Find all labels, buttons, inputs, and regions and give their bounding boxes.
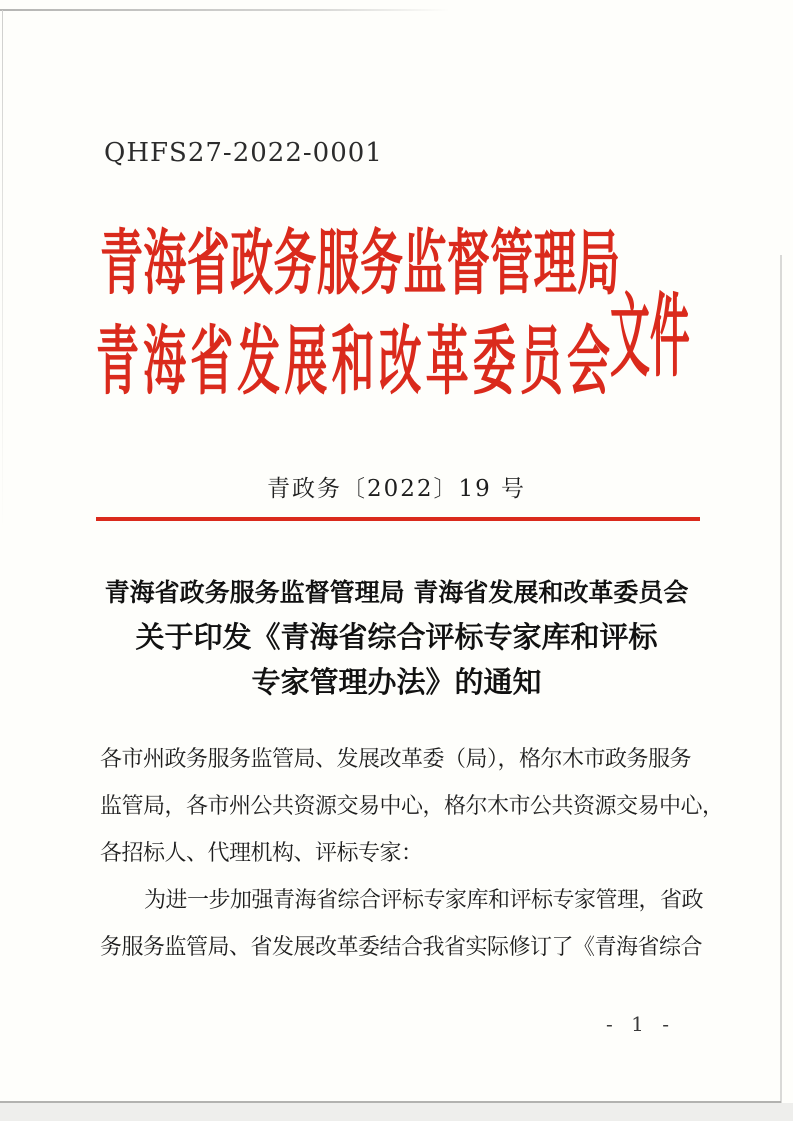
scan-edge-left-line (2, 10, 3, 530)
agency-name-line-2: 青 海 省 发 展 和 改 革 委 员 会 (96, 318, 610, 407)
document-title (0, 570, 793, 705)
document-type-label: 文件 (610, 283, 690, 389)
title-line-1: 青海省政务服务监督管理局 青海省发展和改革委员会 (104, 578, 689, 607)
page-number: - 1 - (606, 1012, 671, 1036)
document-code: QHFS27-2022-0001 (104, 138, 383, 168)
scan-edge-top-line (0, 9, 450, 11)
title-line-3: 专家管理办法》的通知 (251, 665, 542, 699)
paragraph-line-1: 为进一步加强青海省综合评标专家库和评标专家管理，省政 (144, 888, 704, 913)
red-divider-line (96, 517, 700, 521)
addressee-line-3: 各招标人、代理机构、评标专家： (100, 841, 423, 866)
addressee-line-1: 各市州政务服务监管局、发展改革委（局），格尔木市政务服务 (100, 747, 692, 772)
addressee-line-2: 监管局，各市州公共资源交易中心，格尔木市公共资源交易中心， (100, 794, 724, 819)
agency-name-line-1: 青 海 省 政 务 服 务 监 督 管 理 局 (100, 223, 620, 306)
title-line-2: 关于印发《青海省综合评标专家库和评标 (135, 620, 658, 654)
document-number: 青政务〔2022〕19 号 (266, 476, 527, 502)
paragraph-line-2: 务服务监管局、省发展改革委结合我省实际修订了《青海省综合 (100, 935, 703, 960)
scan-edge-bottom-strip (0, 1103, 793, 1121)
document-body (100, 736, 724, 971)
